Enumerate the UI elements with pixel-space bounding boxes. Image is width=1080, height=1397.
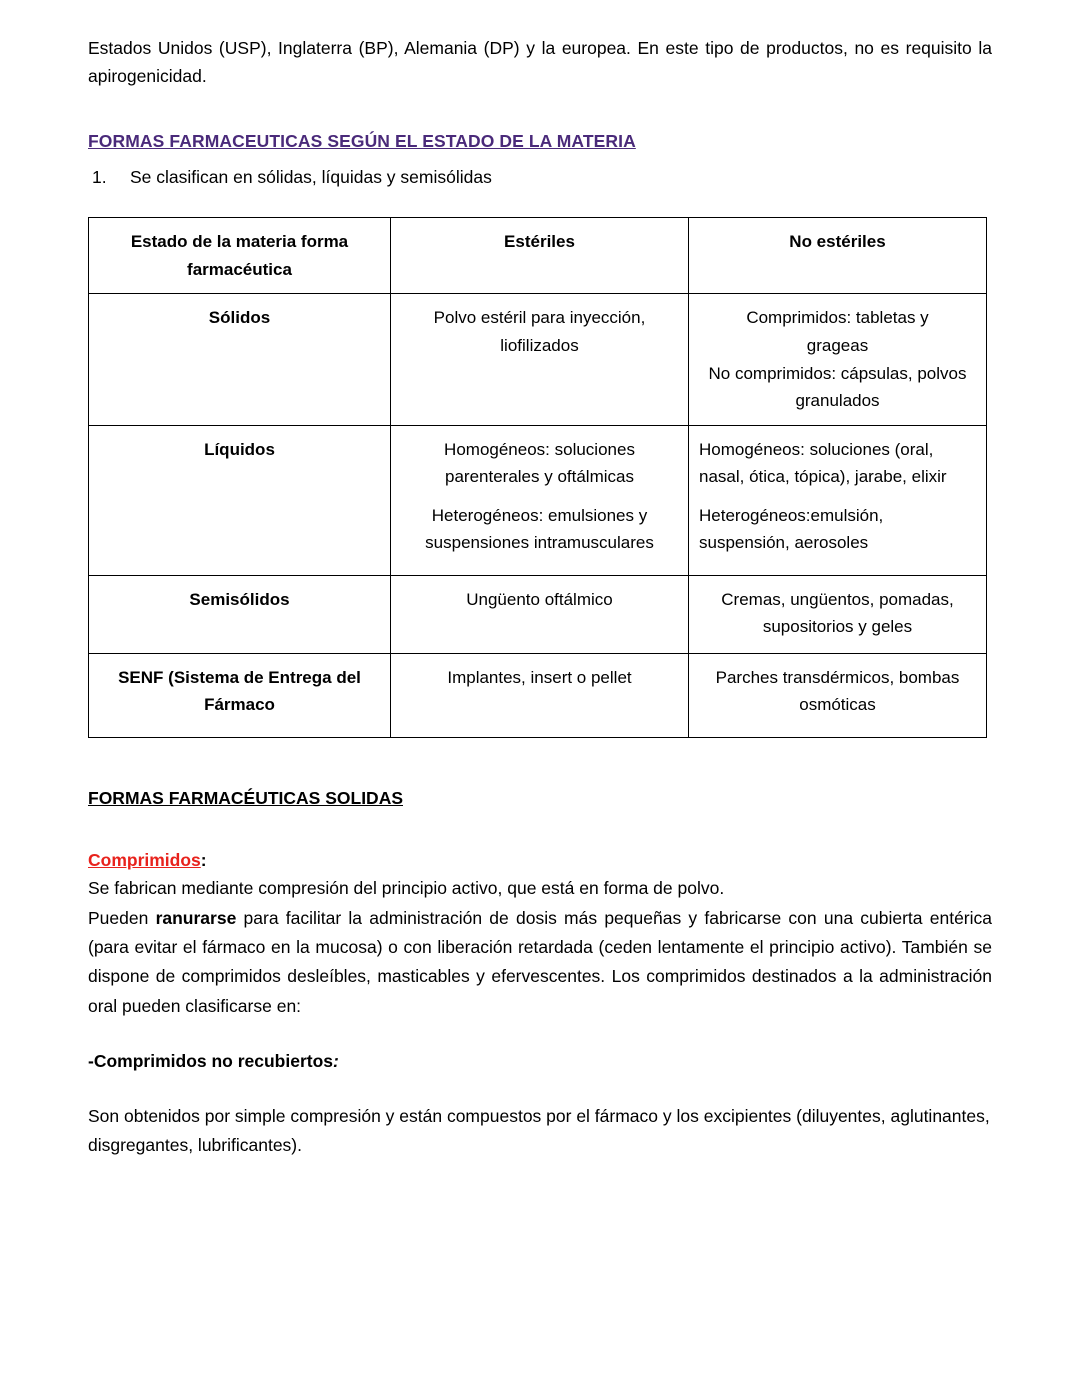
table-header-state: Estado de la materia forma farmacéutica <box>89 218 391 294</box>
sub-heading-text: -Comprimidos no recubiertos <box>88 1051 334 1072</box>
row-state-solidos: Sólidos <box>89 294 391 425</box>
line: supositorios y geles <box>762 617 913 637</box>
line: nasal, ótica, tópica), jarabe, elixir <box>699 467 947 487</box>
blank-line <box>699 491 980 502</box>
line: suspensiones intramusculares <box>425 533 654 553</box>
table-header-row <box>89 218 987 294</box>
table-row <box>89 575 987 653</box>
spacer <box>88 1076 992 1102</box>
line: liofilizados <box>500 335 579 355</box>
subsection-heading-comprimidos <box>88 846 992 874</box>
line: parenterales y oftálmicas <box>445 467 634 487</box>
table-row <box>89 294 987 425</box>
paragraph-compresion-simple: Son obtenidos por simple compresión y están compuestos por el fármaco y los excipientes (diluyentes, aglutinantes, disgregantes, lubrificantes). <box>88 1105 990 1155</box>
line: Homogéneos: soluciones <box>444 439 635 459</box>
ordered-list-item-1 <box>88 163 992 191</box>
row-sterile-solidos <box>391 294 689 425</box>
line: Homogéneos: soluciones (oral, <box>699 439 934 459</box>
subsection-heading-colon: : <box>200 849 207 870</box>
row-sterile-senf: Implantes, insert o pellet <box>391 653 689 737</box>
line: suspensión, aerosoles <box>699 533 869 553</box>
spacer <box>88 93 992 127</box>
intro-paragraph: Estados Unidos (USP), Inglaterra (BP), Alemania (DP) y la europea. En este tipo de productos, no es requisito la apirogenicidad. <box>88 38 992 87</box>
row-state-senf: SENF (Sistema de Entrega del Fármaco <box>89 653 391 737</box>
table-header-sterile: Estériles <box>391 218 689 294</box>
sub-heading-italic: : <box>333 1051 339 1072</box>
line: No comprimidos: cápsulas, polvos <box>708 363 967 383</box>
subsection-heading-label: Comprimidos <box>88 849 201 870</box>
row-state-liquidos: Líquidos <box>89 425 391 575</box>
row-non-sterile-semisolidos <box>689 575 987 653</box>
line: grageas <box>806 335 869 355</box>
spacer <box>88 738 992 784</box>
row-sterile-semisolidos: Ungüento oftálmico <box>391 575 689 653</box>
paragraph-ranurarse <box>88 904 992 1022</box>
list-item-text: Se clasifican en sólidas, líquidas y semisólidas <box>130 167 492 188</box>
sub-heading-no-recubiertos <box>88 1047 992 1075</box>
line: Polvo estéril para inyección, <box>433 308 646 328</box>
line: Cremas, ungüentos, pomadas, <box>721 589 954 609</box>
row-state-semisolidos: Semisólidos <box>89 575 391 653</box>
spacer <box>88 1021 992 1047</box>
line: Parches transdérmicos, bombas <box>715 667 960 687</box>
paragraph-part-2: para facilitar la administración de dosis más pequeñas y fabricarse con una cubierta entérica (para evitar el fármaco en la mucosa) o con liberación retardada (ceden lentamente el principio activo). También se dispone de comprimidos desleíbles, masticables y efervescentes. Los comprimidos destinados a la administración oral pueden clasificarse en: <box>88 907 993 1016</box>
row-sterile-liquidos <box>391 425 689 575</box>
line: osmóticas <box>799 695 876 715</box>
section-heading-formas-estado: FORMAS FARMACEUTICAS SEGÚN EL ESTADO DE LA MATERIA <box>88 130 636 151</box>
paragraph-part-1: Pueden <box>88 907 156 928</box>
table-row <box>89 425 987 575</box>
line: Heterogéneos: emulsiones y <box>431 505 648 525</box>
list-item-number: 1. <box>92 167 107 188</box>
row-non-sterile-liquidos <box>689 425 987 575</box>
spacer <box>88 812 992 846</box>
row-non-sterile-solidos <box>689 294 987 425</box>
row-non-sterile-senf <box>689 653 987 737</box>
forms-by-matter-state-table <box>88 217 987 737</box>
paragraph-fabrication: Se fabrican mediante compresión del principio activo, que está en forma de polvo. <box>88 878 725 899</box>
section-heading-formas-solidas: FORMAS FARMACÉUTICAS SOLIDAS <box>88 787 403 808</box>
table-header-non-sterile: No estériles <box>689 218 987 294</box>
blank-line <box>397 491 682 502</box>
line: granulados <box>795 391 880 411</box>
line: Comprimidos: tabletas y <box>746 308 929 328</box>
paragraph-bold-term: ranurarse <box>155 907 237 928</box>
table-row <box>89 653 987 737</box>
line: Heterogéneos:emulsión, <box>699 505 884 525</box>
